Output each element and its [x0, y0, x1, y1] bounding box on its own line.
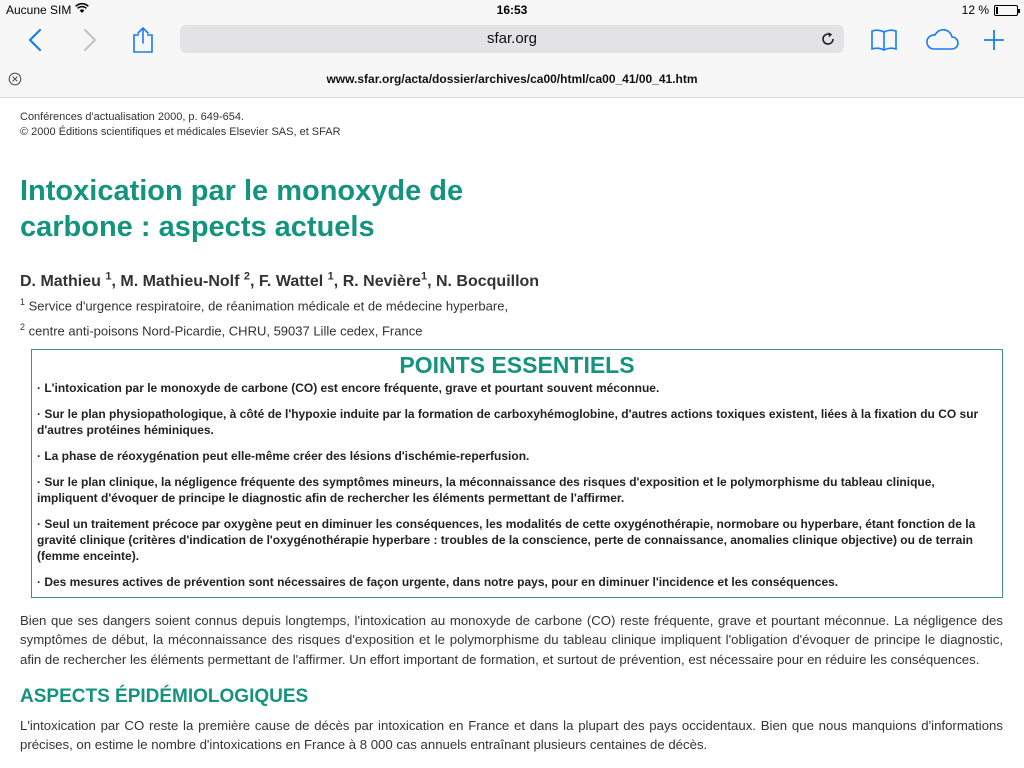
authors	[20, 267, 1003, 292]
battery-icon	[994, 5, 1018, 16]
key-points-box	[31, 349, 1003, 598]
reload-icon[interactable]	[818, 29, 838, 49]
full-url[interactable]: www.sfar.org/acta/dossier/archives/ca00/html/ca00_41/00_41.htm	[326, 72, 698, 86]
author: R. Nevière$^1$,	[342, 271, 436, 291]
affiliation: $^1$ Service d'urgence respiratoire, de réanimation médicale et de médecine hyperbare,	[20, 297, 509, 314]
copyright-line: © 2000 Éditions scientifiques et médicales Elsevier SAS, et SFAR	[20, 126, 341, 138]
bookmarks-icon[interactable]	[868, 24, 900, 56]
battery-percent: 12 %	[961, 3, 989, 17]
share-icon[interactable]	[127, 24, 159, 56]
browser-toolbar	[0, 20, 1024, 60]
key-point: · La phase de réoxygénation peut elle-même créer des lésions d'ischémie-reperfusion.	[37, 448, 530, 463]
key-points-title: POINTS ESSENTIELS	[399, 351, 635, 378]
section-heading: ASPECTS ÉPIDÉMIOLOGIQUES	[20, 685, 309, 707]
battery-indicator	[962, 3, 1018, 17]
intro-paragraph: Bien que ses dangers soient connus depuis longtemps, l'intoxication au monoxyde de carbone (CO) reste fréquente, grave et pourtant méconnue. La négligence des symptômes de début, la méconnaissance des risques d'exposition et le polymorphisme du tableau clinique impliquent l'obligation d'évoquer de principe le diagnostic, afin de rechercher les éléments permettant de l'affirmer. Un effort important de formation, et surtout de prévention, est nécessaire pour en réduire les conséquences.	[20, 612, 1003, 667]
article-title: Intoxication par le monoxyde de carbone : aspects actuels	[20, 175, 464, 243]
clock: 16:53	[496, 3, 528, 17]
cloud-tabs-icon[interactable]	[922, 24, 962, 56]
url-strip	[0, 60, 1024, 98]
key-point: · L'intoxication par le monoxyde de carbone (CO) est encore fréquente, grave et pourtant souvent méconnue.	[37, 380, 660, 395]
carrier-label: Aucune SIM	[6, 3, 72, 17]
key-point: · Seul un traitement précoce par oxygène peut en diminuer les conséquences, les modalités de cette oxygénothérapie, normobare ou hyperbare, étant fonction de la gravité clinique (critères d'indication de l'oxygénothérapie hyperbare : troubles de la conscience, perte de connaissance, anomalies clinique objective) ou de terrain (femme enceinte).	[37, 516, 976, 563]
key-point: · Sur le plan physiopathologique, à côté de l'hypoxie induite par la formation de carboxyhémoglobine, d'autres actions toxiques existent, liées à la fixation du CO sur d'autres protéines héminiques.	[37, 406, 979, 437]
new-tab-icon[interactable]	[978, 24, 1010, 56]
reference-line: Conférences d'actualisation 2000, p. 649-654.	[20, 111, 245, 123]
forward-icon[interactable]	[74, 24, 106, 56]
address-domain: sfar.org	[486, 30, 538, 47]
key-point: · Sur le plan clinique, la négligence fréquente des symptômes mineurs, la méconnaissance des risques d'exposition et le polymorphisme du tableau clinique, impliquent d'évoquer de principe le diagnostic afin de rechercher les éléments permettant de l'affirmer.	[37, 474, 935, 505]
section-paragraph: L'intoxication par CO reste la première cause de décès par intoxication en France et dans la plupart des pays occidentaux. Bien que nous manquions d'informations précises, on estime le nombre d'intoxications en France à 8 000 cas annuels entraînant plusieurs centaines de décès.	[20, 717, 1003, 753]
address-bar[interactable]	[180, 25, 844, 53]
author: F. Wattel $^1$,	[258, 271, 343, 291]
status-bar	[0, 0, 1024, 20]
author: M. Mathieu-Nolf $^2$,	[120, 271, 259, 291]
author: D. Mathieu $^1$,	[20, 271, 121, 291]
affiliation: $^2$ centre anti-poisons Nord-Picardie, CHRU, 59037 Lille cedex, France	[20, 321, 423, 338]
article	[20, 110, 1003, 754]
author: N. Bocquillon	[435, 273, 540, 291]
back-icon[interactable]	[19, 24, 51, 56]
key-point: · Des mesures actives de prévention sont nécessaires de façon urgente, dans notre pays, pour en diminuer l'incidence et les conséquences.	[37, 574, 839, 589]
